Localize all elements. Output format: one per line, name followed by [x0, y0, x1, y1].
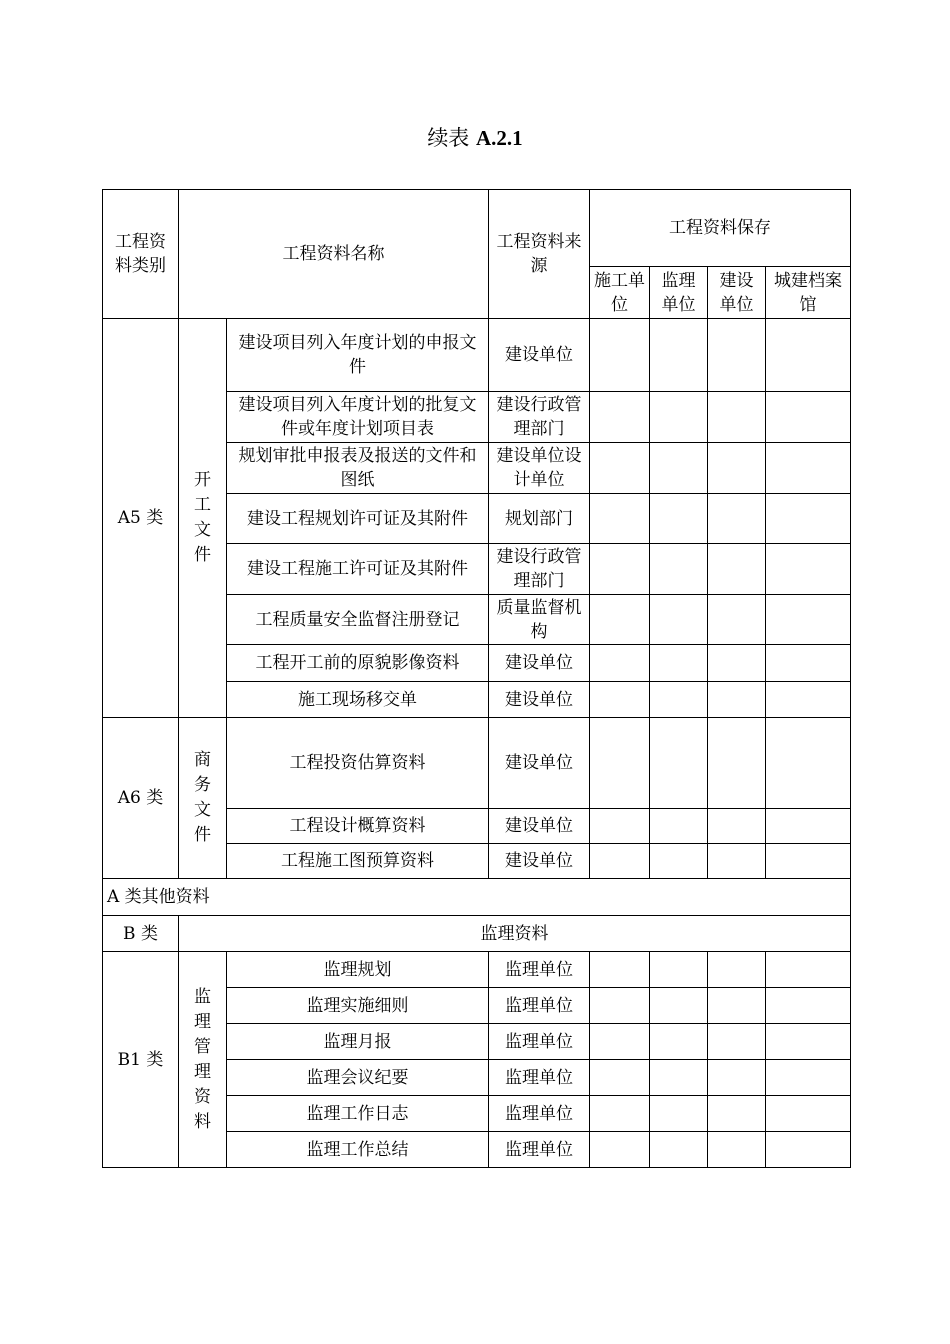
- item-source: 建设单位: [489, 645, 590, 682]
- storage-cell: [708, 544, 766, 595]
- header-storage-col: 建设单位: [708, 267, 766, 319]
- item-name: 建设项目列入年度计划的批复文件或年度计划项目表: [227, 392, 489, 443]
- storage-cell: [766, 844, 851, 879]
- storage-cell: [650, 988, 708, 1024]
- storage-cell: [766, 952, 851, 988]
- storage-cell: [766, 595, 851, 645]
- storage-cell: [590, 1096, 650, 1132]
- storage-cell: [708, 682, 766, 718]
- table-title: [0, 122, 950, 152]
- item-source: 质量监督机构: [489, 595, 590, 645]
- storage-cell: [590, 988, 650, 1024]
- storage-cell: [766, 319, 851, 392]
- item-source: 监理单位: [489, 1132, 590, 1168]
- item-source: 监理单位: [489, 1096, 590, 1132]
- header-name: 工程资料名称: [179, 190, 489, 319]
- storage-cell: [766, 1132, 851, 1168]
- storage-cell: [650, 645, 708, 682]
- storage-cell: [708, 1132, 766, 1168]
- storage-cell: [708, 988, 766, 1024]
- storage-cell: [766, 718, 851, 809]
- header-storage: 工程资料保存: [590, 190, 851, 267]
- storage-cell: [650, 682, 708, 718]
- storage-cell: [650, 1024, 708, 1060]
- storage-cell: [766, 809, 851, 844]
- storage-cell: [590, 1132, 650, 1168]
- table-row: [103, 319, 851, 392]
- storage-cell: [766, 1096, 851, 1132]
- item-source: 建设单位: [489, 809, 590, 844]
- storage-cell: [590, 952, 650, 988]
- category-b1: B1 类: [103, 952, 179, 1168]
- storage-cell: [708, 595, 766, 645]
- item-name: 工程投资估算资料: [227, 718, 489, 809]
- subcategory-a6-label: 商务文件: [194, 750, 211, 845]
- storage-cell: [650, 718, 708, 809]
- storage-cell: [650, 1060, 708, 1096]
- subcategory-a5-label: 开工文件: [194, 470, 211, 565]
- storage-cell: [708, 494, 766, 544]
- storage-cell: [650, 952, 708, 988]
- storage-cell: [708, 1096, 766, 1132]
- storage-cell: [590, 844, 650, 879]
- header-category: 工程资料类别: [103, 190, 179, 319]
- table-row: [103, 952, 851, 988]
- item-source: 建设行政管理部门: [489, 544, 590, 595]
- archive-table: [102, 189, 851, 1168]
- subcategory-b1: [179, 952, 227, 1168]
- item-name: 建设工程施工许可证及其附件: [227, 544, 489, 595]
- storage-cell: [766, 1024, 851, 1060]
- item-source: 建设单位: [489, 844, 590, 879]
- storage-cell: [650, 809, 708, 844]
- header-source: 工程资料来源: [489, 190, 590, 319]
- storage-cell: [650, 844, 708, 879]
- storage-cell: [590, 1060, 650, 1096]
- item-source: 建设单位: [489, 682, 590, 718]
- table-title-prefix: 续表: [427, 126, 470, 150]
- storage-cell: [590, 544, 650, 595]
- item-name: 工程施工图预算资料: [227, 844, 489, 879]
- storage-cell: [650, 494, 708, 544]
- item-name: 规划审批申报表及报送的文件和图纸: [227, 443, 489, 494]
- item-name: 监理实施细则: [227, 988, 489, 1024]
- storage-cell: [590, 443, 650, 494]
- storage-cell: [708, 844, 766, 879]
- table-body: [103, 190, 851, 1168]
- item-name: 监理月报: [227, 1024, 489, 1060]
- item-source: 建设单位: [489, 319, 590, 392]
- subcategory-a5: [179, 319, 227, 718]
- storage-cell: [766, 392, 851, 443]
- table-row: [103, 718, 851, 809]
- storage-cell: [590, 682, 650, 718]
- category-a5: A5 类: [103, 319, 179, 718]
- a-other-row: A 类其他资料: [103, 879, 851, 916]
- item-name: 施工现场移交单: [227, 682, 489, 718]
- table-title-code: A.2.1: [476, 126, 523, 150]
- table-row: [103, 916, 851, 952]
- item-source: 监理单位: [489, 988, 590, 1024]
- header-storage-col: 城建档案馆: [766, 267, 851, 319]
- storage-cell: [708, 443, 766, 494]
- storage-cell: [650, 392, 708, 443]
- item-name: 监理规划: [227, 952, 489, 988]
- item-name: 监理工作日志: [227, 1096, 489, 1132]
- storage-cell: [708, 952, 766, 988]
- item-name: 监理工作总结: [227, 1132, 489, 1168]
- storage-cell: [708, 718, 766, 809]
- storage-cell: [766, 544, 851, 595]
- item-source: 建设单位设计单位: [489, 443, 590, 494]
- storage-cell: [708, 319, 766, 392]
- storage-cell: [590, 494, 650, 544]
- storage-cell: [650, 443, 708, 494]
- header-storage-col: 监理单位: [650, 267, 708, 319]
- storage-cell: [590, 392, 650, 443]
- header-row: [103, 190, 851, 267]
- header-storage-col: 施工单位: [590, 267, 650, 319]
- storage-cell: [766, 988, 851, 1024]
- storage-cell: [708, 645, 766, 682]
- storage-cell: [766, 494, 851, 544]
- item-source: 监理单位: [489, 952, 590, 988]
- storage-cell: [708, 392, 766, 443]
- item-name: 建设工程规划许可证及其附件: [227, 494, 489, 544]
- storage-cell: [708, 809, 766, 844]
- storage-cell: [590, 645, 650, 682]
- item-source: 规划部门: [489, 494, 590, 544]
- item-name: 工程开工前的原貌影像资料: [227, 645, 489, 682]
- storage-cell: [708, 1060, 766, 1096]
- item-name: 工程设计概算资料: [227, 809, 489, 844]
- storage-cell: [708, 1024, 766, 1060]
- storage-cell: [766, 682, 851, 718]
- category-b: B 类: [103, 916, 179, 952]
- table-row: [103, 879, 851, 916]
- category-a6: A6 类: [103, 718, 179, 879]
- storage-cell: [766, 443, 851, 494]
- item-name: 建设项目列入年度计划的申报文件: [227, 319, 489, 392]
- storage-cell: [650, 1132, 708, 1168]
- storage-cell: [650, 1096, 708, 1132]
- item-source: 监理单位: [489, 1024, 590, 1060]
- category-b-name: 监理资料: [179, 916, 851, 952]
- storage-cell: [766, 645, 851, 682]
- item-source: 建设单位: [489, 718, 590, 809]
- item-name: 工程质量安全监督注册登记: [227, 595, 489, 645]
- storage-cell: [590, 718, 650, 809]
- storage-cell: [650, 319, 708, 392]
- storage-cell: [590, 809, 650, 844]
- subcategory-b1-label: 监理管理资料: [194, 986, 211, 1132]
- storage-cell: [650, 544, 708, 595]
- storage-cell: [766, 1060, 851, 1096]
- item-source: 建设行政管理部门: [489, 392, 590, 443]
- item-name: 监理会议纪要: [227, 1060, 489, 1096]
- storage-cell: [590, 1024, 650, 1060]
- item-source: 监理单位: [489, 1060, 590, 1096]
- storage-cell: [590, 595, 650, 645]
- subcategory-a6: [179, 718, 227, 879]
- storage-cell: [650, 595, 708, 645]
- storage-cell: [590, 319, 650, 392]
